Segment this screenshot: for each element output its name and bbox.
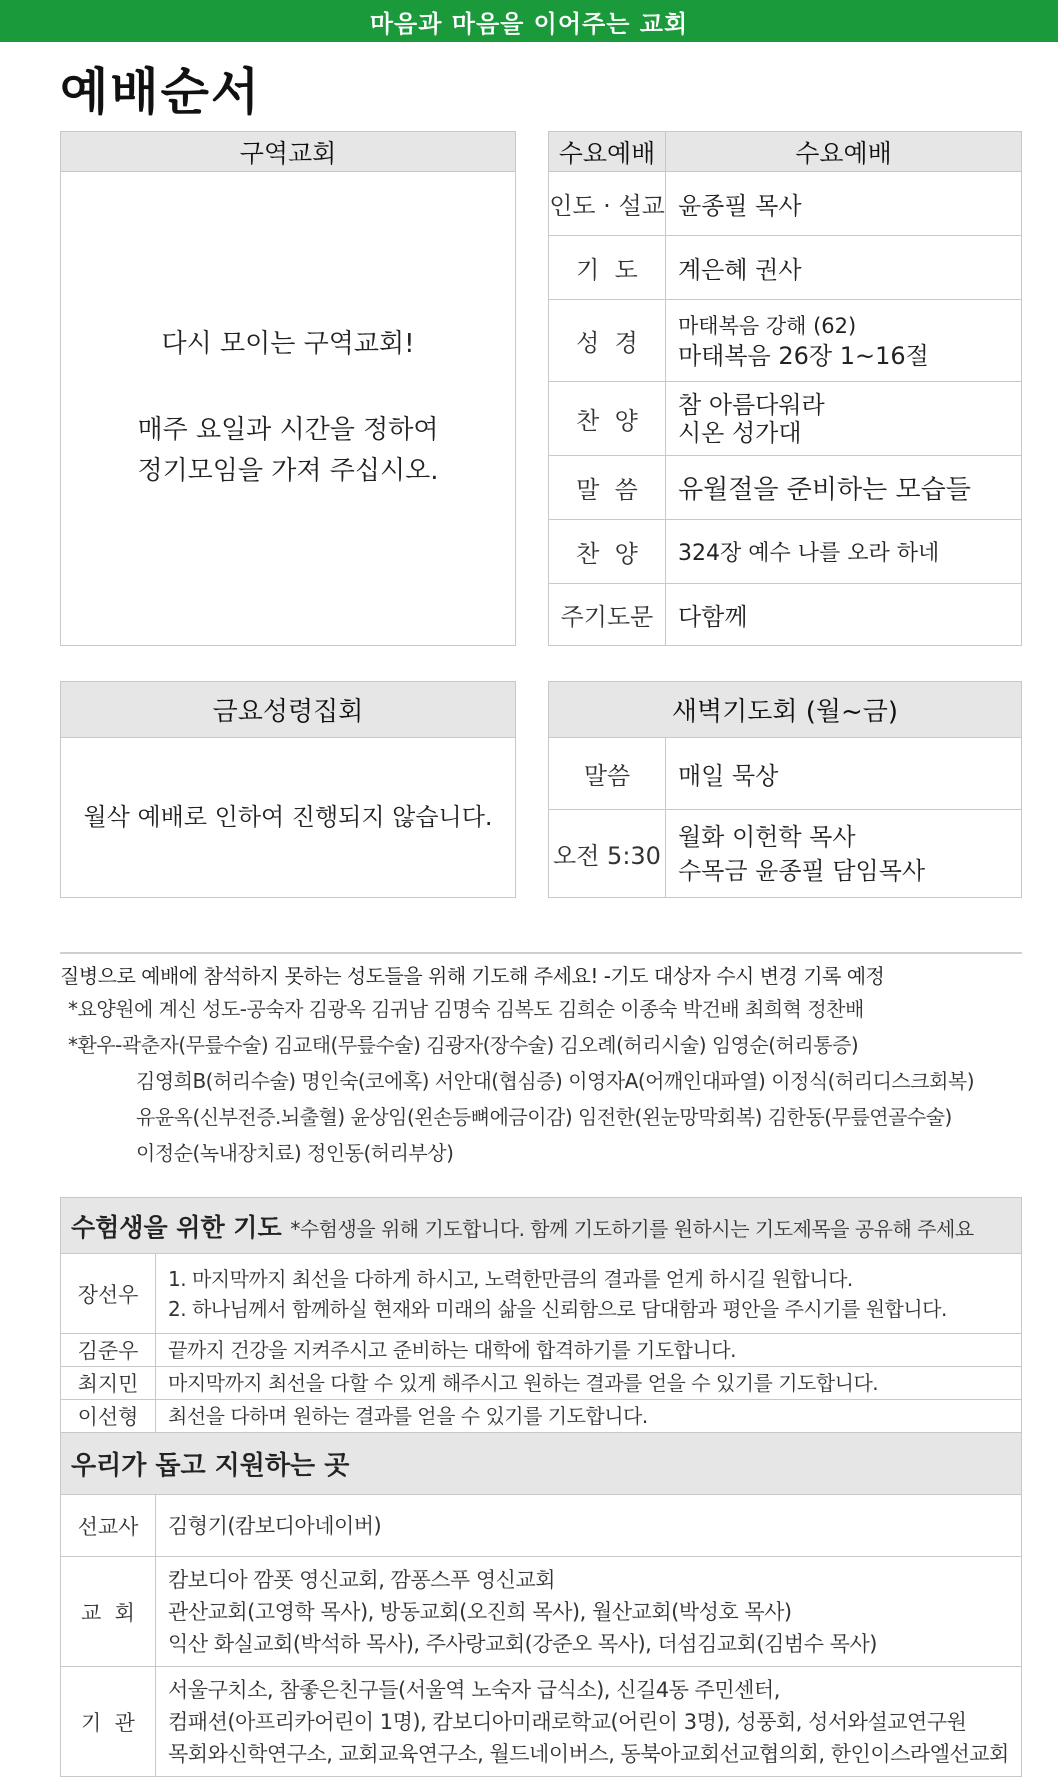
page-title: 예배순서 bbox=[60, 63, 262, 121]
dawn-leader-2: 수목금 윤종필 담임목사 bbox=[678, 856, 926, 885]
prayer-line: 김영희B(허리수술) 명인숙(코에혹) 서안대(협심증) 이영자A(어깨인대파열) 이정식(허리디스크회복) bbox=[136, 1069, 975, 1093]
prayer-line: *요양원에 계신 성도-공숙자 김광옥 김귀남 김명숙 김복도 김희순 이종숙 박건배 최희혁 정찬배 bbox=[68, 997, 864, 1021]
row-label: 주기도문 bbox=[549, 584, 666, 646]
support-line: 익산 화실교회(박석하 목사), 주사랑교회(강준오 목사), 더섬김교회(김범수 목사) bbox=[168, 1631, 877, 1656]
row-label: 말씀 bbox=[549, 738, 666, 810]
row-label: 성 경 bbox=[549, 300, 666, 382]
row-label: 말 씀 bbox=[549, 456, 666, 520]
scripture-cell bbox=[666, 300, 1022, 382]
support-line: 캄보디아 깜폿 영신교회, 깜퐁스푸 영신교회 bbox=[168, 1567, 556, 1592]
sermon-title: 유월절을 준비하는 모습들 bbox=[666, 456, 1022, 520]
support-line: 서울구치소, 참좋은친구들(서울역 노숙자 급식소), 신길4동 주민센터, bbox=[168, 1677, 780, 1702]
prayer-list bbox=[60, 952, 1022, 1171]
friday-header: 금요성령집회 bbox=[61, 682, 516, 738]
row-value: 324장 예수 나를 오라 하네 bbox=[666, 520, 1022, 584]
wednesday-header-right: 수요예배 bbox=[666, 132, 1022, 172]
district-notice bbox=[61, 172, 516, 646]
district-header: 구역교회 bbox=[61, 132, 516, 172]
student-name: 장선우 bbox=[61, 1254, 156, 1334]
top-banner: 마음과 마음을 이어주는 교회 bbox=[0, 0, 1058, 42]
row-label: 찬 양 bbox=[549, 382, 666, 456]
exam-header bbox=[61, 1198, 1022, 1254]
row-label: 오전 5:30 bbox=[549, 810, 666, 898]
prayer-title: 질병으로 예배에 참석하지 못하는 성도들을 위해 기도해 주세요! -기도 대상자 수시 변경 기록 예정 bbox=[60, 964, 885, 988]
row-label: 인도 · 설교 bbox=[549, 172, 666, 236]
district-line-1: 다시 모이는 구역교회! bbox=[161, 329, 415, 360]
row-value: 다함께 bbox=[666, 584, 1022, 646]
hymn-cell bbox=[666, 382, 1022, 456]
support-entry: 김형기(캄보디아네이버) bbox=[156, 1495, 1022, 1557]
hymn-title: 참 아름다워라 bbox=[678, 390, 825, 419]
prayer-line: *환우-곽춘자(무릎수술) 김교태(무릎수술) 김광자(장수술) 김오례(허리시술) 임영순(허리통증) bbox=[68, 1033, 859, 1057]
student-name: 김준우 bbox=[61, 1334, 156, 1367]
wednesday-header-left: 수요예배 bbox=[549, 132, 666, 172]
dawn-leader-1: 월화 이헌학 목사 bbox=[678, 822, 856, 851]
row-value: 계은혜 권사 bbox=[666, 236, 1022, 300]
row-value: 매일 묵상 bbox=[666, 738, 1022, 810]
district-line-3: 정기모임을 가져 주십시오. bbox=[137, 456, 439, 487]
prayer-line: 유윤옥(신부전증.뇌출혈) 윤상임(왼손등뼈에금이감) 임전한(왼눈망막회복) 김한동(무릎연골수술) bbox=[136, 1105, 952, 1129]
prayer-item-2: 2. 하나님께서 함께하실 현재와 미래의 삶을 신뢰함으로 담대함과 평안을 주시기를 원합니다. bbox=[168, 1296, 947, 1321]
dawn-leaders bbox=[666, 810, 1022, 898]
support-category: 교 회 bbox=[61, 1557, 156, 1667]
row-label: 찬 양 bbox=[549, 520, 666, 584]
district-church-box bbox=[60, 131, 516, 646]
scripture-series: 마태복음 강해 (62) bbox=[678, 313, 857, 338]
student-prayer: 최선을 다하며 원하는 결과를 얻을 수 있기를 기도합니다. bbox=[156, 1400, 1022, 1433]
support-entries bbox=[156, 1557, 1022, 1667]
support-entries bbox=[156, 1667, 1022, 1777]
prayer-line: 이정순(녹내장치료) 정인동(허리부상) bbox=[136, 1141, 454, 1165]
support-line: 목회와신학연구소, 교회교육연구소, 월드네이버스, 동북아교회선교협의회, 한인이스라엘선교회 bbox=[168, 1741, 1009, 1766]
student-name: 최지민 bbox=[61, 1367, 156, 1400]
prayer-item-1: 1. 마지막까지 최선을 다하게 하시고, 노력한만큼의 결과를 얻게 하시길 원합니다. bbox=[168, 1266, 853, 1291]
student-prayer: 마지막까지 최선을 다할 수 있게 해주시고 원하는 결과를 얻을 수 있기를 기도합니다. bbox=[156, 1367, 1022, 1400]
row-value: 윤종필 목사 bbox=[666, 172, 1022, 236]
support-category: 선교사 bbox=[61, 1495, 156, 1557]
student-name: 이선형 bbox=[61, 1400, 156, 1433]
support-header: 우리가 돕고 지원하는 곳 bbox=[61, 1433, 1022, 1495]
row-label: 기 도 bbox=[549, 236, 666, 300]
student-prayer bbox=[156, 1254, 1022, 1334]
choir-name: 시온 성가대 bbox=[678, 418, 802, 447]
support-line: 컴패션(아프리카어린이 1명), 캄보디아미래로학교(어린이 3명), 성풍회, 성서와설교연구원 bbox=[168, 1709, 967, 1734]
friday-notice: 월삭 예배로 인하여 진행되지 않습니다. bbox=[61, 738, 516, 898]
exam-title: 수험생을 위한 기도 bbox=[71, 1212, 282, 1242]
dawn-header: 새벽기도회 (월~금) bbox=[549, 682, 1022, 738]
exam-support-table bbox=[60, 1197, 1022, 1777]
scripture-passage: 마태복음 26장 1~16절 bbox=[678, 341, 929, 370]
student-prayer: 끝까지 건강을 지켜주시고 준비하는 대학에 합격하기를 기도합니다. bbox=[156, 1334, 1022, 1367]
support-line: 관산교회(고영학 목사), 방동교회(오진희 목사), 월산교회(박성호 목사) bbox=[168, 1599, 792, 1624]
friday-box bbox=[60, 681, 516, 898]
wednesday-service-table bbox=[548, 131, 1022, 646]
exam-subtitle: *수험생을 위해 기도합니다. 함께 기도하기를 원하시는 기도제목을 공유해 주세요 bbox=[290, 1216, 974, 1241]
dawn-prayer-table bbox=[548, 681, 1022, 898]
district-line-2: 매주 요일과 시간을 정하여 bbox=[137, 414, 439, 445]
support-category: 기 관 bbox=[61, 1667, 156, 1777]
